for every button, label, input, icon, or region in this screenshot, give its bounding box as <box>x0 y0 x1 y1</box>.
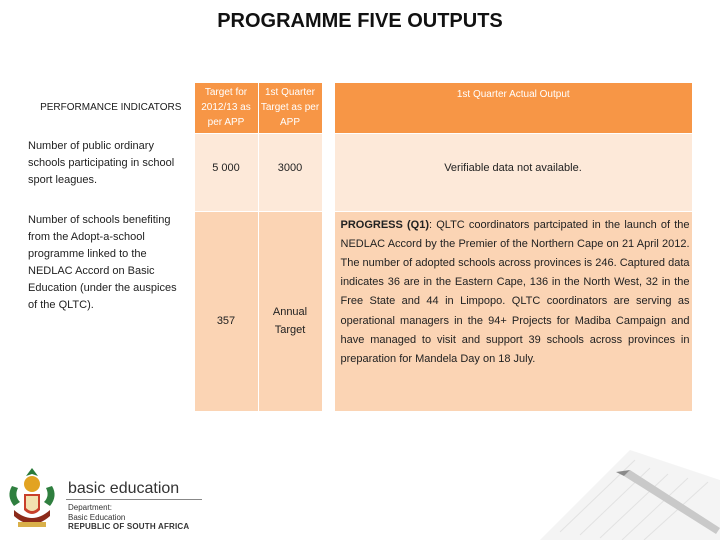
department-name: Basic Education <box>68 512 126 522</box>
row2-indicator: Number of schools benefiting from the Adopt-a-school programme linked to the NEDLAC Accord on Basic Education (under the auspices of the QLTC). <box>28 211 194 411</box>
country-name: REPUBLIC OF SOUTH AFRICA <box>68 522 190 531</box>
row2-q1-target: Annual Target <box>258 211 322 411</box>
row2-actual-label: PROGRESS (Q1) <box>340 218 430 231</box>
table-row <box>28 133 692 211</box>
header-q1-actual: 1st Quarter Actual Output <box>334 83 692 133</box>
department-label: Department: <box>68 503 113 512</box>
header-indicators: PERFORMANCE INDICATORS <box>28 83 194 133</box>
row1-indicator: Number of public ordinary schools participating in school sport leagues. <box>28 133 194 211</box>
brand-divider <box>66 499 202 500</box>
outputs-table <box>28 83 693 411</box>
row1-q1-target: 3000 <box>258 133 322 211</box>
row2-spacer <box>322 211 334 411</box>
brand-name: basic education <box>68 480 180 497</box>
notebook-pen-decoration <box>520 410 720 540</box>
header-target: Target for 2012/13 as per APP <box>194 83 258 133</box>
row2-actual <box>334 211 692 411</box>
row2-actual-text: : QLTC coordinators partcipated in the launch of the NEDLAC Accord by the Premier of the Northern Cape on 21 April 2012. The number of adopted schools across provinces is 246. Captured data indicates 36 are in the Eastern Cape, 136 in the North West, 32 in the Free State and 44 in Limpopo. QLTC coordinators are serving as operational managers in the 94+ Projects for Madiba Campaign and have managed to visit and support 39 schools across provinces in preparation for Mandela Day on 18 July. <box>340 218 690 365</box>
header-spacer <box>322 83 334 133</box>
coat-of-arms-icon <box>4 462 60 536</box>
department-block <box>68 503 189 532</box>
table-header-row <box>28 83 692 133</box>
page-title: PROGRAMME FIVE OUTPUTS <box>217 10 503 32</box>
row1-spacer <box>322 133 334 211</box>
row1-target: 5 000 <box>194 133 258 211</box>
row2-target: 357 <box>194 211 258 411</box>
row1-actual: Verifiable data not available. <box>334 133 692 211</box>
header-q1-target: 1st Quarter Target as per APP <box>258 83 322 133</box>
table-row <box>28 211 692 411</box>
